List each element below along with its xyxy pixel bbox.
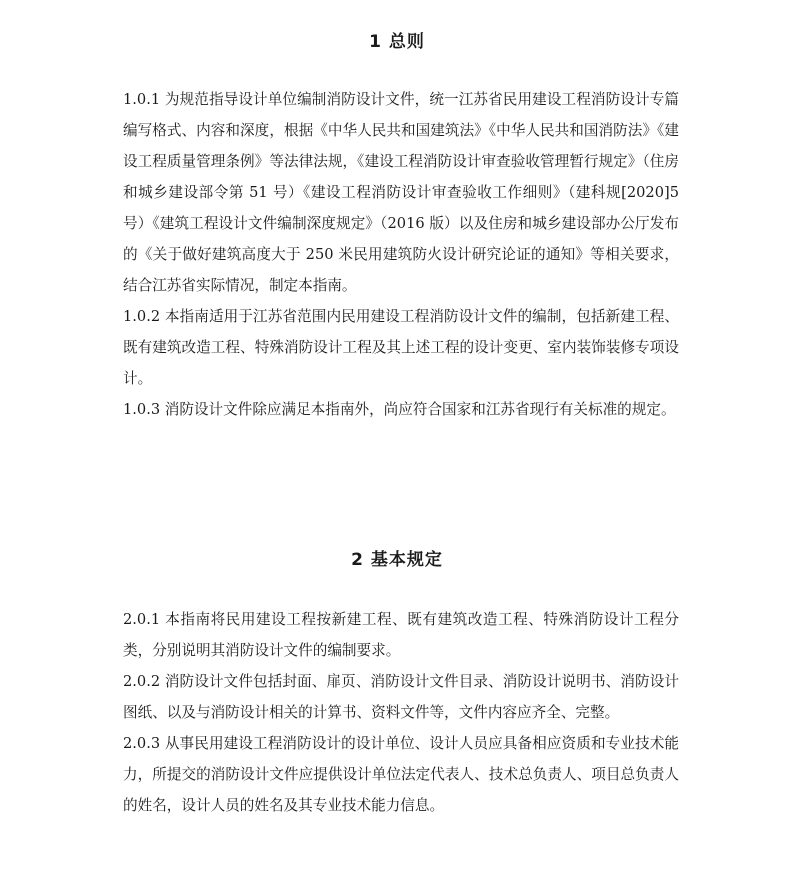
clause-2-0-1: 2.0.1 本指南将民用建设工程按新建工程、既有建筑改造工程、特殊消防设计工程分类，分别说明其消防设计文件的编制要求。 bbox=[123, 611, 679, 659]
section-title: 2 基本规定 bbox=[351, 550, 443, 570]
section-general-principles bbox=[0, 27, 794, 425]
clause-1-0-3: 1.0.3 消防设计文件除应满足本指南外，尚应符合国家和江苏省现行有关标准的规定。 bbox=[123, 401, 676, 418]
clause-2-0-3: 2.0.3 从事民用建设工程消防设计的设计单位、设计人员应具备相应资质和专业技术能力，所提交的消防设计文件应提供设计单位法定代表人、技术总负责人、项目总负责人的姓名，设计人员的姓名及其专业技术能力信息。 bbox=[123, 735, 679, 814]
section-body bbox=[0, 84, 794, 425]
clause-1-0-2: 1.0.2 本指南适用于江苏省范围内民用建设工程消防设计文件的编制，包括新建工程、既有建筑改造工程、特殊消防设计工程及其上述工程的设计变更、室内装饰装修专项设计。 bbox=[123, 308, 679, 387]
section-body bbox=[0, 604, 794, 821]
clause-1-0-1: 1.0.1 为规范指导设计单位编制消防设计文件，统一江苏省民用建设工程消防设计专篇编写格式、内容和深度，根据《中华人民共和国建筑法》《中华人民共和国消防法》《建设工程质量管理条例》等法律法规，《建设工程消防设计审查验收管理暂行规定》（住房和城乡建设部令第 51 号）《建设工程消防设计审查验收工作细则》（建科规[2020]5 号）《建筑工程设计文件编制深度规定》（2016 版）以及住房和城乡建设部办公厅发布的《关于做好建筑高度大于 250 米民用建筑防火设计研究论证的通知》等相关要求，结合江苏省实际情况，制定本指南。 bbox=[123, 91, 679, 294]
section-title: 1 总则 bbox=[369, 32, 425, 52]
clause-2-0-2: 2.0.2 消防设计文件包括封面、扉页、消防设计文件目录、消防设计说明书、消防设计图纸、以及与消防设计相关的计算书、资料文件等，文件内容应齐全、完整。 bbox=[123, 673, 679, 721]
section-basic-provisions bbox=[0, 545, 794, 821]
